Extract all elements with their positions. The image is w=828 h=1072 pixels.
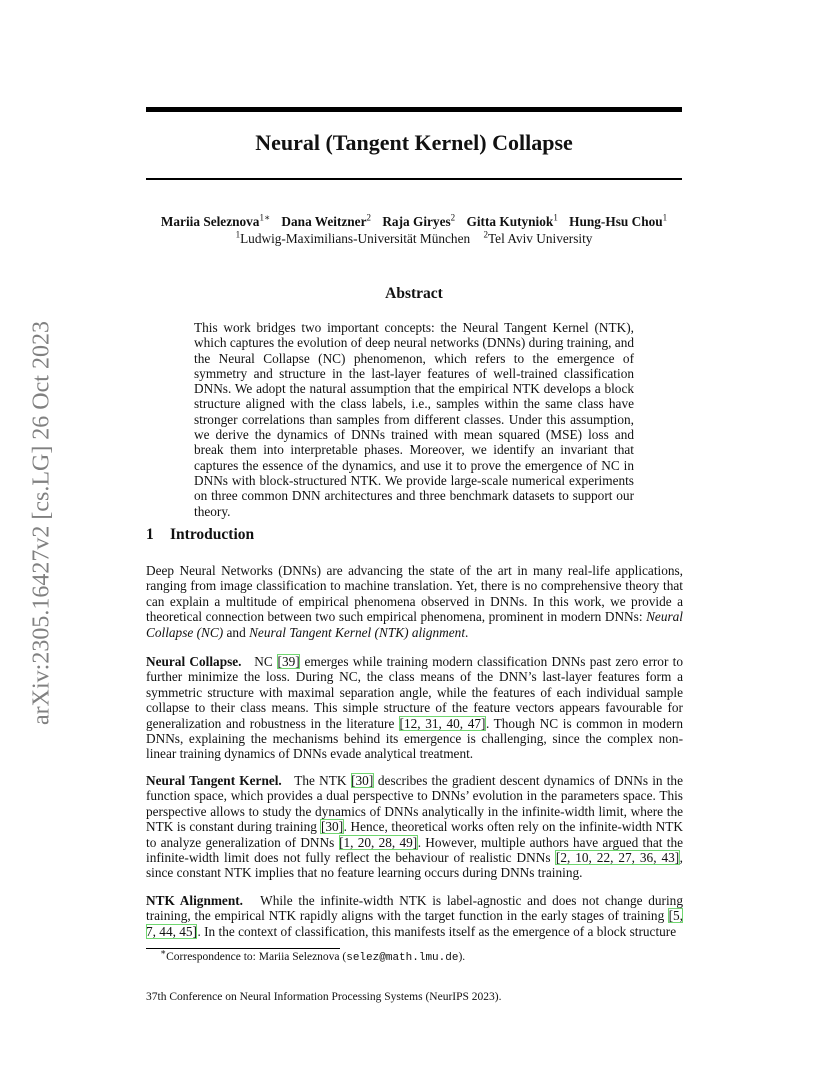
section-heading-introduction: 1 Introduction xyxy=(146,526,255,543)
abstract-heading: Abstract xyxy=(385,285,443,302)
citation-link[interactable]: [12, 31, 40, 47] xyxy=(399,715,486,731)
title-top-rule xyxy=(146,107,682,112)
intro-paragraph: Deep Neural Networks (DNNs) are advancing the state of the art in many real-life applications, ranging from image classification to machine translation. Yet, there is no comprehensive theory that can explain a multitude of empirical phenomena observed in DNNs. In this work, we provide a theoretical connection between two such empirical phenomena, prominent in modern DNNs: Neural Collapse (NC) and Neural Tangent Kernel (NTK) alignment. xyxy=(146,563,683,640)
ntk-paragraph: Neural Tangent Kernel. The NTK [30] describes the gradient descent dynamics of DNNs in the function space, which provides a dual perspective to DNNs’ evolution in the parameters space. This perspective allows to study the dynamics of DNNs analytically in the infinite-width limit, where the NTK is constant during training [30]. Hence, theoretical works often rely on the infinite-width NTK to analyze generalization of DNNs [1, 20, 28, 49]. However, multiple authors have argued that the infinite-width limit does not fully reflect the behaviour of realistic DNNs [2, 10, 22, 27, 36, 43], since constant NTK implies that no feature learning occurs during DNNs training. xyxy=(146,773,683,881)
author: Raja Giryes$^2$ xyxy=(382,212,456,229)
abstract-text: This work bridges two important concepts: the Neural Tangent Kernel (NTK), which captures the evolution of deep neural networks (DNNs) during training, and the Neural Collapse (NC) phenomenon, which refers to the emergence of symmetry and structure in the last-layer features of well-trained classification DNNs. We adopt the natural assumption that the empirical NTK develops a block structure aligned with the class labels, i.e., samples within the same class have stronger correlations than samples from different classes. Under this assumption, we derive the dynamics of DNNs trained with mean squared (MSE) loss and break them into interpretable phases. Moreover, we identify an invariant that captures the essence of the dynamics, and use it to prove the emergence of NC in DNNs with block-structured NTK. We provide large-scale numerical experiments on three common DNN architectures and three benchmark datasets to support our theory. xyxy=(194,320,634,519)
affiliation-list xyxy=(146,231,682,247)
footnote-rule xyxy=(146,948,340,949)
citation-link[interactable]: [5, 7, 44, 45] xyxy=(146,908,683,939)
conference-note: 37th Conference on Neural Information Processing Systems (NeurIPS 2023). xyxy=(146,991,502,1003)
author: Hung-Hsu Chou$^1$ xyxy=(569,212,668,229)
author: Gitta Kutyniok$^1$ xyxy=(466,212,558,229)
paper-title: Neural (Tangent Kernel) Collapse xyxy=(255,130,573,155)
ntk-alignment-paragraph: NTK Alignment. While the infinite-width NTK is label-agnostic and does not change during training, the empirical NTK rapidly aligns with the target function in the early stages of training [5, 7, 44, 45]. In the context of classification, this manifests itself as the emergence of a block structure xyxy=(146,893,683,939)
citation-link[interactable]: [1, 20, 28, 49] xyxy=(339,834,418,850)
author-list xyxy=(146,214,682,230)
citation-link[interactable]: [2, 10, 22, 27, 36, 43] xyxy=(555,850,680,866)
affiliation: $^1$Ludwig-Maximilians-Universität München xyxy=(235,229,471,246)
citation-link[interactable]: [39] xyxy=(277,654,300,669)
email-address[interactable]: selez@math.lmu.de xyxy=(346,952,459,964)
author: Mariia Seleznova$^{1∗}$ xyxy=(160,212,271,229)
footnote: ∗Correspondence to: Mariia Seleznova (selez@math.lmu.de). xyxy=(160,947,466,964)
neural-collapse-paragraph: Neural Collapse. NC [39] emerges while training modern classification DNNs past zero error to further minimize the loss. During NC, the class means of the DNN’s last-layer features form a symmetric structure with maximal separation angle, while the features of each individual sample collapse to their class means. This simple structure of the feature vectors appears favourable for generalization and robustness in the literature [12, 31, 40, 47]. Though NC is common in modern DNNs, explaining the mechanisms behind its emergence is challenging, since the complex non-linear training dynamics of DNNs evade analytical treatment. xyxy=(146,654,684,762)
citation-link[interactable]: [30] xyxy=(320,819,344,835)
author: Dana Weitzner$^2$ xyxy=(281,212,371,229)
affiliation: $^2$Tel Aviv University xyxy=(483,229,593,246)
arxiv-side-stamp: arXiv:2305.16427v2 [cs.LG] 26 Oct 2023 xyxy=(28,321,55,725)
title-bottom-rule xyxy=(146,178,682,180)
citation-link[interactable]: [30] xyxy=(351,773,374,788)
